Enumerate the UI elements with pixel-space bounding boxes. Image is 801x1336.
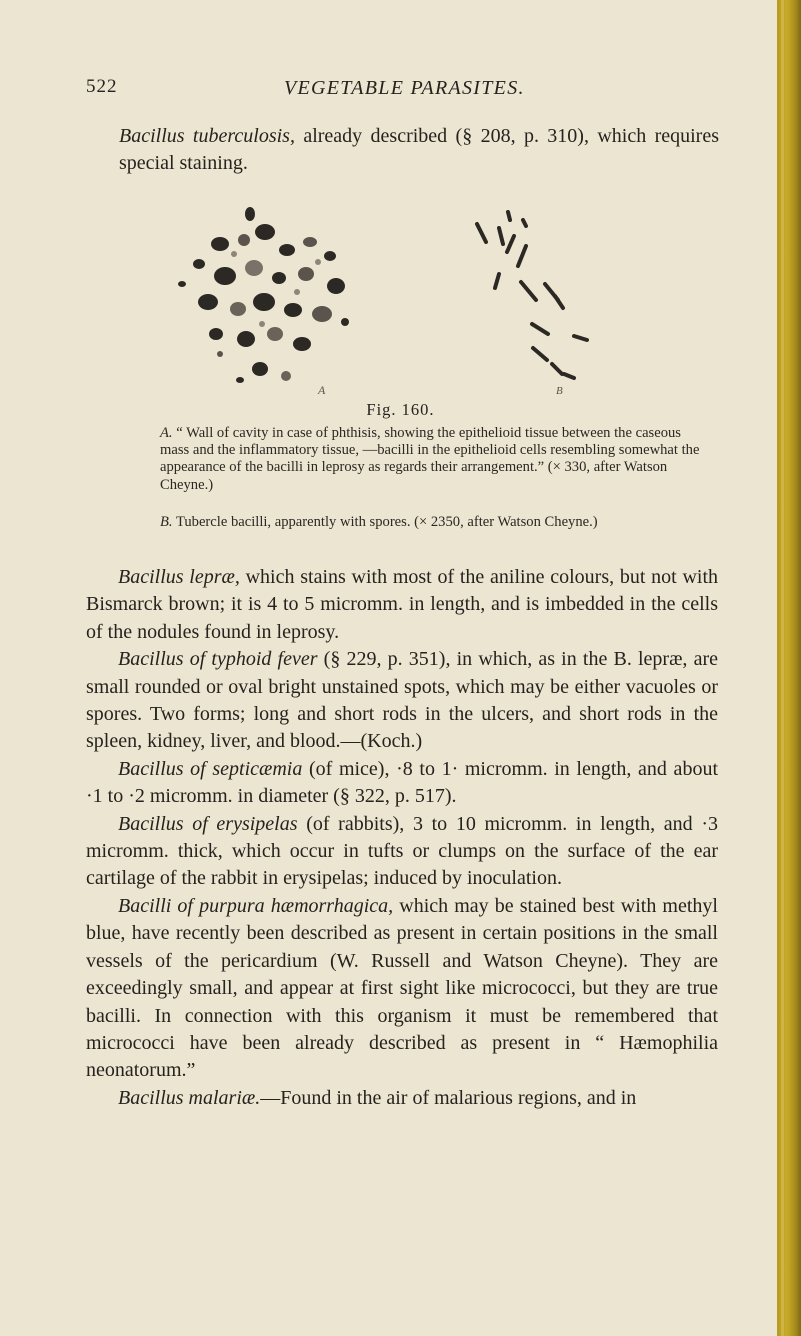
paragraph-bacillus-septicaemia [86,756,718,811]
paragraph-text: (§ 229, p. 351), in which, as in the B. lepræ, are small rounded or oval bright unstained spots, which may be either vacuoles or spores. Two forms; long and short rods in the ulcers, and short rods in the spleen, kidney, liver, and blood.—(Koch.) [86,648,718,753]
paragraph-bacillus-leprae [86,564,718,646]
figure-a-tissue-cluster [178,207,349,383]
figure-label-b: B [556,385,563,397]
page-number: 522 [86,76,118,97]
figure-number: Fig. 160. [366,400,435,419]
figure-160-illustration [150,184,710,404]
caption-b-text: Tubercle bacilli, apparently with spores. (× 2350, after Watson Cheyne.) [172,514,598,530]
paragraph-bacillus-malariae [86,1085,718,1112]
intro-paragraph [119,123,719,178]
paragraph-lead: Bacillus of typhoid fever [118,648,318,671]
caption-b-key: B. [160,514,173,530]
paragraph-bacilli-purpura [86,893,718,1085]
paragraph-text: (of mice), ·8 to 1· micromm. in length, and about ·1 to ·2 micromm. in diameter (§ 322, p. 517). [86,757,718,808]
book-page-edge [777,0,801,1336]
paragraph-text: (of rabbits), 3 to 10 micromm. in length, and ·3 micromm. thick, which occur in tufts or clumps on the surface of the ear cartilage of the rabbit in erysipelas; induced by inoculation. [86,812,718,890]
paragraph-lead: Bacillus of erysipelas [118,812,298,835]
caption-a [160,425,705,494]
paragraph-lead: Bacillus malariæ. [118,1086,261,1109]
figure-b-tubercle-bacilli [477,212,587,378]
body-text [86,564,718,1112]
caption-a-text: “ Wall of cavity in case of phthisis, showing the epithelioid tissue between the caseous mass and the inflammatory tissue, —bacilli in the epithelioid cells resembling somewhat the appearance of the bacilli in leprosy as regards their arrangement.” (× 330, after Watson Cheyne.) [160,425,700,493]
paragraph-text: —Found in the air of malarious regions, and in [260,1086,637,1109]
running-title: VEGETABLE PARASITES. [284,77,525,99]
paragraph-bacillus-erysipelas [86,811,718,893]
paragraph-text: which may be stained best with methyl blue, have recently been described as present in certain positions in the small vessels of the pericardium (W. Russell and Watson Cheyne). They are exceedingly small, and appear at first sight like micrococci, but they are true bacilli. In connection with this organism it must be remembered that micrococci have been already described as present in “ Hæmophilia neonatorum.” [86,894,718,1082]
caption-b [160,514,705,531]
paragraph-bacillus-typhoid [86,646,718,756]
page-header [86,76,726,106]
paragraph-lead: Bacillus lepræ, [118,566,240,588]
intro-text: already described (§ 208, p. 310), which requires special staining. [119,125,720,175]
figure-label-a: A [318,383,326,397]
paragraph-text: which stains with most of the aniline colours, but not with Bismarck brown; it is 4 to 5 micromm. in length, and is imbedded in the cells of the nodules found in leprosy. [86,566,719,643]
intro-lead: Bacillus tuberculosis, [119,125,295,147]
paragraph-lead: Bacillus of septicæmia [118,757,303,780]
caption-a-key: A. [160,425,173,441]
paragraph-lead: Bacilli of purpura hæmorrhagica, [118,894,394,917]
